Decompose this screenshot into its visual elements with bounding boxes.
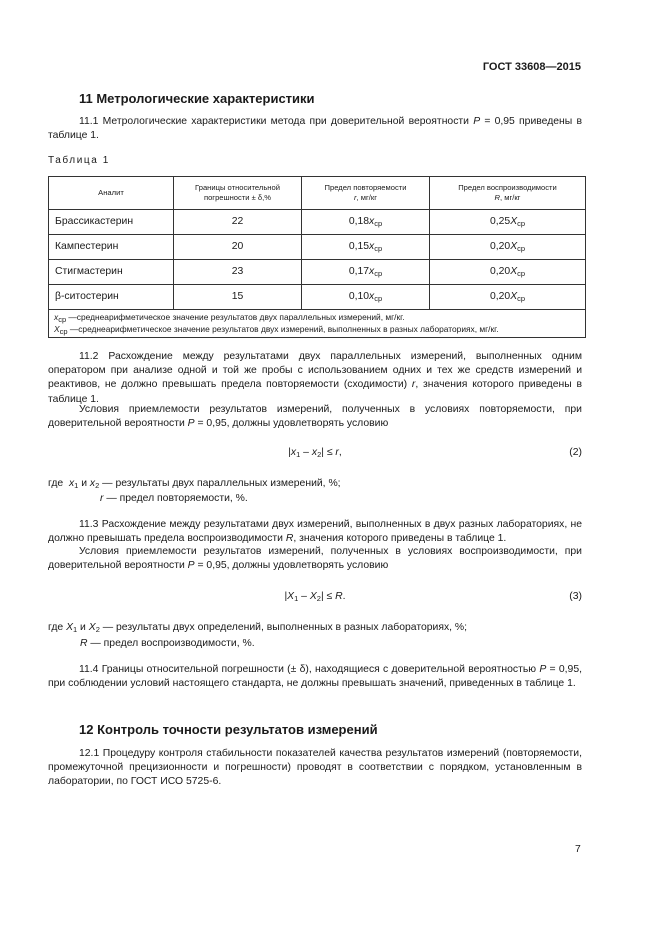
cell-repeatability: $0,15x_{ср}$ xyxy=(302,235,430,260)
cell-reproducibility: $0,20X_{ср}$ xyxy=(430,260,586,285)
table-header-row xyxy=(49,177,586,210)
cell-analyte: Стигмастерин xyxy=(49,260,174,285)
cell-analyte: β-ситостерин xyxy=(49,285,174,310)
where-2-line1: где $x_1$ и $x_2$ — результаты двух параллельных измерений, %; xyxy=(48,478,341,490)
cell-error: 20 xyxy=(174,235,302,260)
cell-analyte: Брассикастерин xyxy=(49,210,174,235)
page-number: 7 xyxy=(575,844,581,855)
formula-3 xyxy=(48,590,582,606)
header-repeatability: Предел повторяемости r, мг/кг xyxy=(302,177,430,210)
paragraph-11-2: 11.2 Расхождение между результатами двух параллельных измерений, выполненных одним оператором при анализе одной и той же пробы с использованием одних и тех же средств измерений и реактивов, не должно превышать предела повторяемости (сходимости) r, значения которого приведены в таблице 1. xyxy=(48,351,582,405)
cell-repeatability: $0,18x_{ср}$ xyxy=(302,210,430,235)
formula-2 xyxy=(48,446,582,462)
section-11-heading: 11 Метрологические характеристики xyxy=(79,91,315,106)
formula-2-expression: $|x_1 - x_2| \le r$, xyxy=(288,447,342,459)
paragraph-11-3: 11.3 Расхождение между результатами двух измерений, выполненных в двух разных лабораториях, не должно превышать предела воспроизводимости R, значения которого приведены в таблице 1. xyxy=(48,519,582,545)
table-row xyxy=(49,260,586,285)
cell-error: 23 xyxy=(174,260,302,285)
cell-reproducibility: $0,20X_{ср}$ xyxy=(430,235,586,260)
formula-3-number: (3) xyxy=(569,591,582,602)
where-3-line1: где $X_1$ и $X_2$ — результаты двух определений, выполненных в разных лабораториях, %; xyxy=(48,622,468,634)
note-xcp: $x_{ср}$ —среднеарифметическое значение результатов двух параллельных измерений, мг/кг. xyxy=(54,312,405,324)
table-row xyxy=(49,285,586,310)
table-caption: Таблица 1 xyxy=(48,155,110,166)
table-notes-row xyxy=(49,310,586,338)
header-error: Границы относительной погрешности ± δ,% xyxy=(174,177,302,210)
header-analyte: Аналит xyxy=(49,177,174,210)
paragraph-12-1: 12.1 Процедуру контроля стабильности показателей качества результатов измерений (повторяемости, промежуточной прецизионности и погрешности) проводят в соответствии с порядком, установленным в лаборатории, по ГОСТ ИСО 5725-6. xyxy=(48,748,582,788)
formula-3-expression: $|X_1 - X_2| \le R$. xyxy=(284,591,346,603)
cell-analyte: Кампестерин xyxy=(49,235,174,260)
table-notes xyxy=(49,310,586,338)
paragraph-11-3-conditions: Условия приемлемости результатов измерений, полученных в условиях воспроизводимости, при доверительной вероятности P = 0,95, должны удовлетворять условию xyxy=(48,546,582,572)
cell-reproducibility: $0,20X_{ср}$ xyxy=(430,285,586,310)
table-row xyxy=(49,235,586,260)
cell-reproducibility: $0,25X_{ср}$ xyxy=(430,210,586,235)
paragraph-11-4: 11.4 Границы относительной погрешности (± δ), находящиеся с доверительной вероятностью P = 0,95, при соблюдении условий настоящего стандарта, не должны превышать значений, приведенных в таблице 1. xyxy=(48,664,582,690)
document-header: ГОСТ 33608—2015 xyxy=(482,61,581,73)
section-12-heading: 12 Контроль точности результатов измерений xyxy=(79,722,378,737)
cell-error: 15 xyxy=(174,285,302,310)
paragraph-11-1: 11.1 Метрологические характеристики метода при доверительной вероятности P = 0,95 приведены в таблице 1. xyxy=(48,116,582,142)
cell-repeatability: $0,10x_{ср}$ xyxy=(302,285,430,310)
formula-2-number: (2) xyxy=(569,447,582,458)
where-2-line2: r — предел повторяемости, %. xyxy=(100,493,248,504)
header-reproducibility: Предел воспроизводимости R, мг/кг xyxy=(430,177,586,210)
cell-repeatability: $0,17x_{ср}$ xyxy=(302,260,430,285)
paragraph-11-2-conditions: Условия приемлемости результатов измерений, полученных в условиях повторяемости, при доверительной вероятности P = 0,95, должны удовлетворять условию xyxy=(48,404,582,430)
note-Xcp: $X_{ср}$ —среднеарифметическое значение результатов двух измерений, выполненных в разных лабораториях, мг/кг. xyxy=(54,323,499,336)
where-3-line2: R — предел воспроизводимости, %. xyxy=(80,638,255,649)
cell-error: 22 xyxy=(174,210,302,235)
table-row xyxy=(49,210,586,235)
metrology-table xyxy=(48,176,586,338)
